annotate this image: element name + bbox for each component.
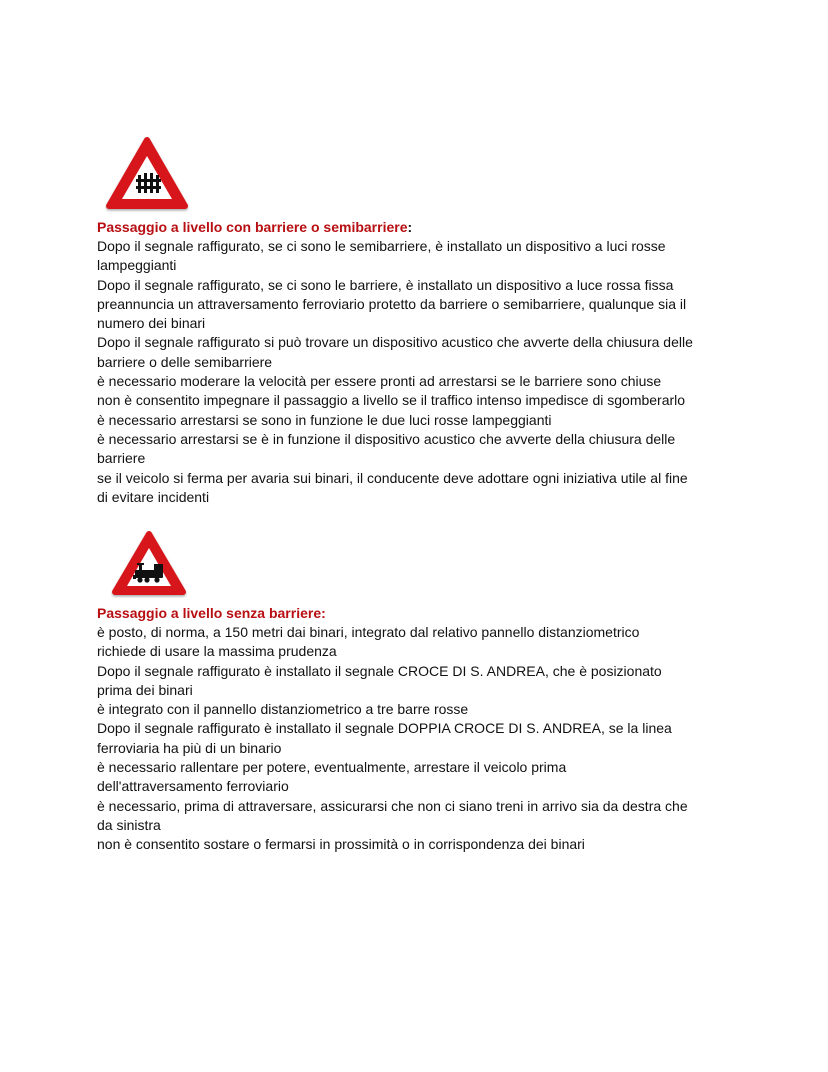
text-line: Dopo il segnale raffigurato, se ci sono le semibarriere, è installato un dispositivo a luci rosse [97, 238, 666, 254]
section-no-barriers [97, 530, 757, 855]
section-title: Passaggio a livello con barriere o semibarriere: [97, 219, 413, 235]
text-line: da sinistra [97, 816, 161, 833]
text-line: Dopo il segnale raffigurato è installato il segnale DOPPIA CROCE DI S. ANDREA, se la linea [97, 720, 672, 737]
section-title: Passaggio a livello senza barriere: [97, 605, 326, 621]
text-line: barriere [97, 450, 146, 467]
text-line: non è consentito impegnare il passaggio a livello se il traffico intenso impedisce di sgomberarlo [97, 392, 686, 409]
text-line: di evitare incidenti [97, 488, 210, 505]
text-line: dell'attraversamento ferroviario [97, 778, 289, 795]
section-text [97, 237, 757, 507]
section-text [97, 623, 757, 855]
text-line: è necessario rallentare per potere, eventualmente, arrestare il veicolo prima [97, 759, 567, 776]
text-line: Dopo il segnale raffigurato è installato il segnale CROCE DI S. ANDREA, che è posizionato [97, 662, 662, 679]
text-line: se il veicolo si ferma per avaria sui binari, il conducente deve adottare ogni iniziativa utile al fine [97, 469, 688, 486]
text-line: è integrato con il pannello distanziometrico a tre barre rosse [97, 701, 469, 718]
text-line: prima dei binari [97, 681, 193, 698]
text-line: è necessario arrestarsi se è in funzione il dispositivo acustico che avverte della chiusura delle [97, 430, 676, 447]
text-line: lampeggianti [97, 257, 177, 274]
text-line: richiede di usare la massima prudenza [97, 643, 337, 660]
text-line: Dopo il segnale raffigurato si può trovare un dispositivo acustico che avverte della chiusura delle [97, 334, 693, 351]
text-line: ferroviaria ha più di un binario [97, 739, 282, 756]
section-barriers [97, 136, 757, 507]
level-crossing-without-barriers-sign-icon [111, 530, 187, 598]
text-line: è necessario arrestarsi se sono in funzione le due luci rosse lampeggianti [97, 411, 552, 428]
text-line: numero dei binari [97, 315, 206, 332]
text-line: è posto, di norma, a 150 metri dai binari, integrato dal relativo pannello distanziometrico [97, 624, 640, 640]
text-line: non è consentito sostare o fermarsi in prossimità o in corrispondenza dei binari [97, 836, 585, 853]
text-line: è necessario moderare la velocità per essere pronti ad arrestarsi se le barriere sono chiuse [97, 373, 662, 390]
text-line: barriere o delle semibarriere [97, 353, 273, 370]
text-line: preannuncia un attraversamento ferroviario protetto da barriere o semibarriere, qualunque sia il [97, 295, 687, 312]
level-crossing-with-barriers-sign-icon [105, 136, 189, 212]
text-line: è necessario, prima di attraversare, assicurarsi che non ci siano treni in arrivo sia da destra che [97, 797, 688, 814]
text-line: Dopo il segnale raffigurato, se ci sono le barriere, è installato un dispositivo a luce rossa fissa [97, 276, 674, 293]
